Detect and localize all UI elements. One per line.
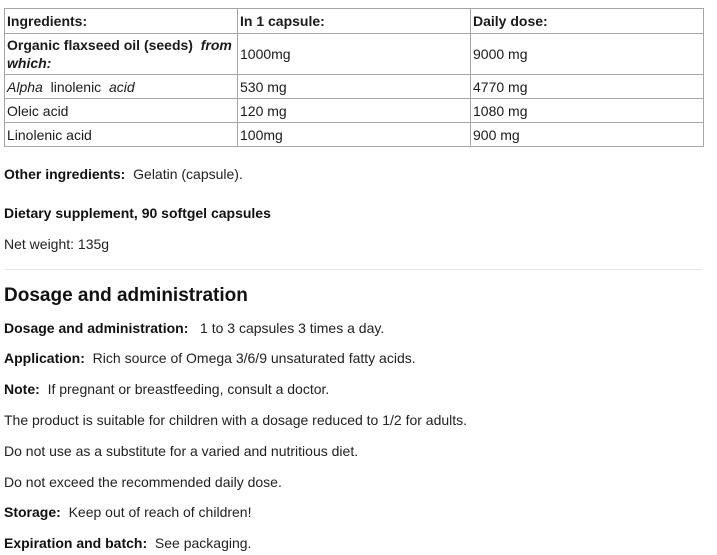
ingredient-name: Organic flaxseed oil (seeds) (7, 37, 193, 53)
storage-value: Keep out of reach of children! (68, 504, 252, 520)
table-row (5, 99, 704, 123)
daily-amount: 900 mg (471, 123, 704, 147)
daily-amount: 9000 mg (471, 34, 704, 75)
substitute-line: Do not use as a substitute for a varied and nutritious diet. (4, 443, 359, 459)
exceed-line: Do not exceed the recommended daily dose. (4, 474, 282, 490)
table-row (5, 123, 704, 147)
storage-label: Storage: (4, 504, 61, 520)
capsule-amount: 120 mg (238, 99, 471, 123)
ingredient-name-cell (5, 34, 238, 75)
header-ingredients: Ingredients: (5, 9, 238, 34)
dosage-value: 1 to 3 capsules 3 times a day. (200, 320, 385, 336)
ingredients-table (4, 8, 704, 147)
ingredient-name-cell (5, 75, 238, 99)
note-label: Note: (4, 381, 40, 397)
expiration-value: See packaging. (154, 535, 252, 551)
section-divider (4, 269, 703, 270)
ingredient-name-prefix: Alpha (7, 78, 43, 95)
daily-amount: 1080 mg (471, 99, 704, 123)
ingredient-name: linolenic (50, 78, 102, 95)
ingredient-name: Linolenic acid (5, 123, 238, 147)
ingredient-name-suffix: acid (108, 78, 135, 95)
note-value: If pregnant or breastfeeding, consult a doctor. (47, 381, 330, 397)
application-label: Application: (4, 350, 85, 366)
table-row (5, 75, 704, 99)
expiration-label: Expiration and batch: (4, 535, 148, 551)
daily-amount: 4770 mg (471, 75, 704, 99)
header-per-capsule: In 1 capsule: (238, 9, 471, 34)
storage-line (4, 503, 251, 521)
section-title: Dosage and administration (4, 285, 248, 306)
dosage-line (4, 319, 384, 337)
other-ingredients-value: Gelatin (capsule). (133, 166, 243, 182)
note-line (4, 380, 329, 398)
application-value: Rich source of Omega 3/6/9 unsaturated fatty acids. (92, 350, 416, 366)
header-daily-dose: Daily dose: (471, 9, 704, 34)
other-ingredients-label: Other ingredients: (4, 166, 126, 182)
other-ingredients-line (4, 165, 243, 183)
ingredient-name-suffix: from which: (7, 37, 232, 71)
ingredient-name: Oleic acid (5, 99, 238, 123)
net-weight-line: Net weight: 135g (4, 236, 110, 252)
expiration-line (4, 534, 251, 552)
supplement-line: Dietary supplement, 90 softgel capsules (4, 205, 271, 221)
table-header-row (5, 9, 704, 34)
dosage-label: Dosage and administration: (4, 320, 189, 336)
table-row (5, 34, 704, 75)
application-line (4, 349, 416, 367)
capsule-amount: 530 mg (238, 75, 471, 99)
children-line: The product is suitable for children with a dosage reduced to 1/2 for adults. (4, 412, 468, 428)
ingredients-table-wrapper (4, 8, 704, 147)
capsule-amount: 1000mg (238, 34, 471, 75)
capsule-amount: 100mg (238, 123, 471, 147)
